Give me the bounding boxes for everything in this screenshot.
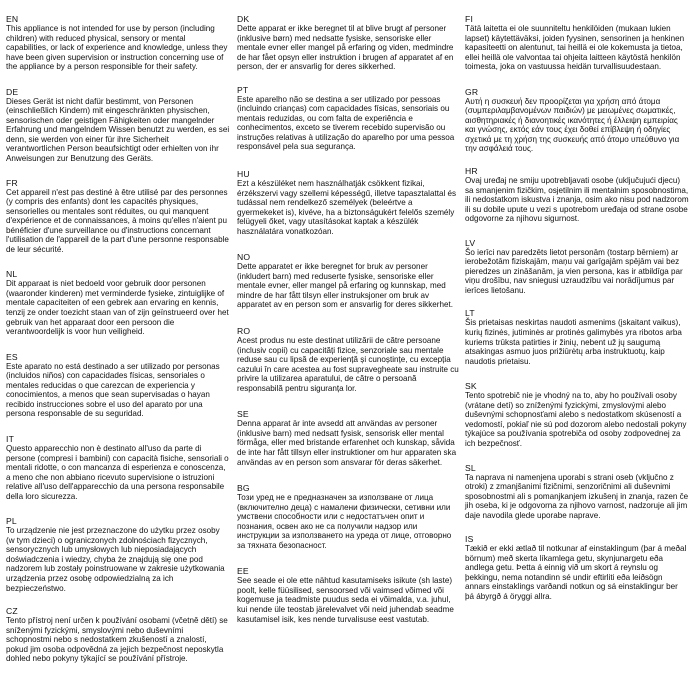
language-code: GR <box>465 86 479 97</box>
safety-warning-text: Dieses Gerät ist nicht dafür bestimmt, von Personen (einschließlich Kindern) mit eingeschränkten physischen, sensorischen oder geistigen Fähigkeiten oder mangelnder Erfahrung und mangelndem Wissen benutzt zu werden, es sei denn, sie werden von einer für ihre Sicherheit verantwortlichen Person beaufsichtigt oder erhielten von ihr Anweisungen zur Benutzung des Geräts. <box>6 96 230 164</box>
language-column-3 <box>465 14 689 602</box>
language-code: EE <box>237 566 249 577</box>
safety-warning-text: Šo ierīci nav paredzēts lietot personām (tostarp bērniem) ar ierobežotām fiziskajām, maņu vai garīgajām spējām vai bez pieredzes un zināšanām, ja vien persona, kas ir atbildīga par viņu drošību, nav sniegusi uzraudzību vai norādījumus par ierīces lietošanu. <box>465 247 683 295</box>
safety-warning-text: This appliance is not intended for use by person (including children) with reduced physical, sensory or mental capabilities, or lack of experience and knowledge, unless they have been given supervision or instruction concerning use of the appliance by a person responsible for their safety. <box>6 24 228 72</box>
language-code: DE <box>6 86 19 97</box>
language-code: DK <box>237 14 250 24</box>
safety-warning-text: Este aparelho não se destina a ser utilizado por pessoas (incluindo crianças) com capacidades físicas, sensoriais ou mentais reduzidas, ou com falta de experiência e conhecimentos, exceto se tiverem recebido supervisão ou instruções relativas à utilização do aparelho por uma pessoa responsável pela sua segurança. <box>237 94 455 152</box>
safety-warning-text: Dette apparatet er ikke beregnet for bruk av personer (inkludert barn) med reduserte fysiske, sensoriske eller mentale evner, eller mangel på erfaring og kunnskap, med mindre de har fått tilsyn eller instruksjoner om bruk av apparatet av en person som er ansvarlig for deres sikkerhet. <box>237 262 453 310</box>
safety-warning-text: Tækið er ekki ætlað til notkunar af einstaklingum (þar á meðal börnum) með skerta líkamlega getu, skynjunargetu eða andlega getu. Þetta á einnig við um skort á reynslu og þekkingu, nema notandinn sé undir eftirliti eða leiðsögn annars einstaklings varðandi notkun og sá einstaklingur ber þá ábyrgð á öryggi allra. <box>465 544 687 601</box>
language-block-is <box>465 534 689 601</box>
language-block-pt <box>237 85 461 152</box>
language-code: SE <box>237 409 249 420</box>
safety-warning-text: Šis prietaisas neskirtas naudoti asmenims (įskaitant vaikus), kurių fizinės, jutiminės ar protinės galimybės yra ribotos arba kuriems trūksta patirties ir žinių, nebent už jų saugumą atsakingas asmuo juos prižiūrėtų arba instruktuotų, kaip naudotis prietaisu. <box>465 318 682 366</box>
language-code: RO <box>237 326 251 337</box>
language-block-bg <box>237 483 461 550</box>
safety-warning-text: Tento spotrebič nie je vhodný na to, aby ho používali osoby (vrátane detí) so zníženými fyzickými, zmyslovými alebo duševnými schopnosťami alebo s nedostatkom skúseností a vedomostí, pokiaľ nie sú pod dozorom alebo nedostali pokyny týkajúce sa používania spotrebiča od osoby zodpovednej za ich bezpečnosť. <box>465 391 687 448</box>
language-code: SL <box>465 462 476 473</box>
language-code: LV <box>465 237 476 248</box>
safety-warning-text: Dit apparaat is niet bedoeld voor gebruik door personen (waaronder kinderen) met verminderde fysieke, zintuiglijke of mentale capaciteiten of een gebrek aan ervaring en kennis, tenzij ze onder toezicht staan van of zijn geïnstrueerd over het gebruik van het apparaat door een persoon die verantwoordelijk is voor hun veiligheid. <box>6 279 229 337</box>
language-code: IT <box>6 433 15 444</box>
safety-warning-text: Този уред не е предназначен за използване от лица (включително деца) с намалени физически, сетивни или умствени способности или с недостатъчен опит и познания, освен ако не са получили надзор или инструкции за използването на уреда от лице, отговорно за тяхната безопасност. <box>237 493 452 550</box>
language-code: FR <box>6 177 18 188</box>
language-code: IS <box>465 534 474 545</box>
safety-warning-text: Ovaj uređaj ne smiju upotrebljavati osobe (uključujući djecu) sa smanjenim fizičkim, osjetilnim ili mentalnim sposobnostima, ili nedostatkom iskustva i znanja, osim ako nisu pod nadzorom ili su dobile upute u vezi s upotrebom uređaja od strane osobe odgovorne za njihovu sigurnost. <box>465 176 689 224</box>
language-block-pl <box>6 516 230 593</box>
language-code: HR <box>465 166 478 177</box>
language-block-ee <box>237 566 461 624</box>
language-code: CZ <box>6 606 18 617</box>
language-block-fr <box>6 178 230 255</box>
language-block-sl <box>465 463 689 521</box>
safety-warning-text: Este aparato no está destinado a ser utilizado por personas (incluidos niños) con capacidades físicas, sensoriales o mentales reducidas o que carezcan de experiencia y conocimientos, a menos que sean supervisadas o hayan recibido instrucciones sobre el uso del aparato por una persona responsable de su seguridad. <box>6 361 220 419</box>
language-block-lv <box>465 238 689 296</box>
language-block-fi <box>465 14 689 72</box>
safety-warning-text: To urządzenie nie jest przeznaczone do użytku przez osoby (w tym dzieci) o ograniczonych zdolnościach fizycznych, sensorycznych lub umysłowych lub nieposiadających doświadczenia i wiedzy, chyba że znajdują się one pod nadzorem lub zostały poinstruowane w zakresie użytkowania urządzenia przez osobę odpowiedzialną za ich bezpieczeństwo. <box>6 526 225 593</box>
language-column-2 <box>237 14 461 624</box>
language-block-gr <box>465 87 689 154</box>
safety-warning-text: Ta naprava ni namenjena uporabi s strani oseb (vključno z otroki) z zmanjšanimi fizičnimi, senzoričnimi ali duševnimi sposobnostmi ali s pomanjkanjem izkušenj in znanja, razen če jih oseba, ki je odgovorna za njihovo varnost, nadzoruje ali jim daje navodila glede uporabe naprave. <box>465 472 689 520</box>
language-block-se <box>237 409 461 467</box>
safety-warning-text: Questo apparecchio non è destinato all'uso da parte di persone (compresi i bambini) con capacità fisiche, sensoriali o mentali ridotte, o con mancanza di esperienza e conoscenza, a meno che non abbiano ricevuto supervisione o istruzioni relative all'uso dell'apparecchio da una persona responsabile della loro sicurezza. <box>6 443 229 501</box>
language-code: ES <box>6 351 18 362</box>
language-block-no <box>237 252 461 310</box>
safety-warning-text: Acest produs nu este destinat utilizării de către persoane (inclusiv copii) cu capacități fizice, senzoriale sau mentale reduse sau cu lipsă de experiență și cunoștințe, cu excepția cazului în care acestea au fost supravegheate sau instruite cu privire la utilizarea aparatului, de către o persoană responsabilă pentru siguranța lor. <box>237 336 459 393</box>
language-code: PT <box>237 84 249 95</box>
language-block-it <box>6 434 230 501</box>
safety-warning-text: Ezt a készüléket nem használhatják csökkent fizikai, érzékszervi vagy szellemi képességű, illetve tapasztalattal és tudással nem rendelkező személyek (beleértve a gyermekeket is), kivéve, ha a biztonságukért felelős személy felügyeli őket, vagy utasításokat kaptak a készülék használatára vonatkozóan. <box>237 179 457 236</box>
language-code: PL <box>6 516 17 527</box>
safety-warning-text: Tätä laitetta ei ole suunniteltu henkilöiden (mukaan lukien lapset) käytettäväksi, joiden fyysinen, sensorinen ja henkinen kapasiteetti on alentunut, tai heillä ei ole kokemusta ja tietoa, ellei heillä ole valvontaa tai ohjeita laitteen käytöstä henkilön toimesta, joka on vastuussa heidän turvallisuudestaan. <box>465 24 685 72</box>
language-code: NO <box>237 252 251 263</box>
language-block-nl <box>6 269 230 336</box>
language-code: HU <box>237 169 250 180</box>
language-block-en <box>6 14 230 72</box>
language-block-hu <box>237 169 461 236</box>
language-block-cz <box>6 606 230 664</box>
safety-warning-text: Dette apparat er ikke beregnet til at blive brugt af personer (inklusive børn) med nedsatte fysiske, sensoriske eller mentale evner eller mangel på erfaring og viden, medmindre de har fået opsyn eller instruktion i brugen af apparatet af en person, der er ansvarlig for deres sikkerhed. <box>237 24 454 72</box>
safety-warning-text: Cet appareil n'est pas destiné à être utilisé par des personnes (y compris des enfants) dont les capacités physiques, sensorielles ou mentales sont réduites, ou qui manquent d'expérience et de connaissances, à moins qu'elles n'aient pu bénéficier d'une surveillance ou d'instructions concernant l'utilisation de l'appareil de la part d'une personne responsable de leur sécurité. <box>6 187 229 254</box>
language-block-es <box>6 352 230 419</box>
language-code: LT <box>465 308 475 319</box>
safety-warning-text: Denna apparat är inte avsedd att användas av personer (inklusive barn) med nedsatt fysisk, sensorisk eller mental förmåga, eller med bristande erfarenhet och kunskap, såvida de inte har fått tillsyn eller instruktioner om hur apparaten ska användas av en person som ansvarar för deras säkerhet. <box>237 419 457 467</box>
language-code: BG <box>237 483 250 494</box>
language-block-sk <box>465 381 689 448</box>
language-code: NL <box>6 269 18 280</box>
safety-warning-text: Tento přístroj není určen k používání osobami (včetně dětí) se sníženými fyzickými, smyslovými nebo duševními schopnostmi nebo s nedostatkem zkušeností a znalostí, pokud jim osoba odpovědná za jejich bezpečnost neposkytla dohled nebo pokyny týkající se používání přístroje. <box>6 616 228 664</box>
language-block-lt <box>465 308 689 366</box>
language-block-de <box>6 87 230 164</box>
language-code: EN <box>6 14 19 24</box>
language-code: FI <box>465 14 474 24</box>
language-block-ro <box>237 326 461 393</box>
language-block-hr <box>465 166 689 224</box>
safety-warning-text: Αυτή η συσκευή δεν προορίζεται για χρήση από άτομα (συμπεριλαμβανομένων παιδιών) με μειωμένες σωματικές, αισθητηριακές ή διανοητικές ικανότητες ή έλλειψη εμπειρίας και γνώσης, εκτός εάν τους έχει δοθεί επίβλεψη ή οδηγίες σχετικά με τη χρήση της συσκευής από άτομο υπεύθυνο για την ασφάλειά τους. <box>465 96 680 154</box>
language-code: SK <box>465 381 477 392</box>
language-column-1 <box>6 14 230 664</box>
language-block-dk <box>237 14 461 72</box>
safety-warning-text: See seade ei ole ette nähtud kasutamiseks isikute (sh laste) poolt, kelle füüsilised, sensoorsed või vaimsed võimed või kogemuse ja teadmiste puudus seda ei võimalda, v.a. juhul, kui nende üle teostab järelevalvet või neid juhendab seadme kasutamisel isik, kes nende turvalisuse eest vastutab. <box>237 576 454 624</box>
